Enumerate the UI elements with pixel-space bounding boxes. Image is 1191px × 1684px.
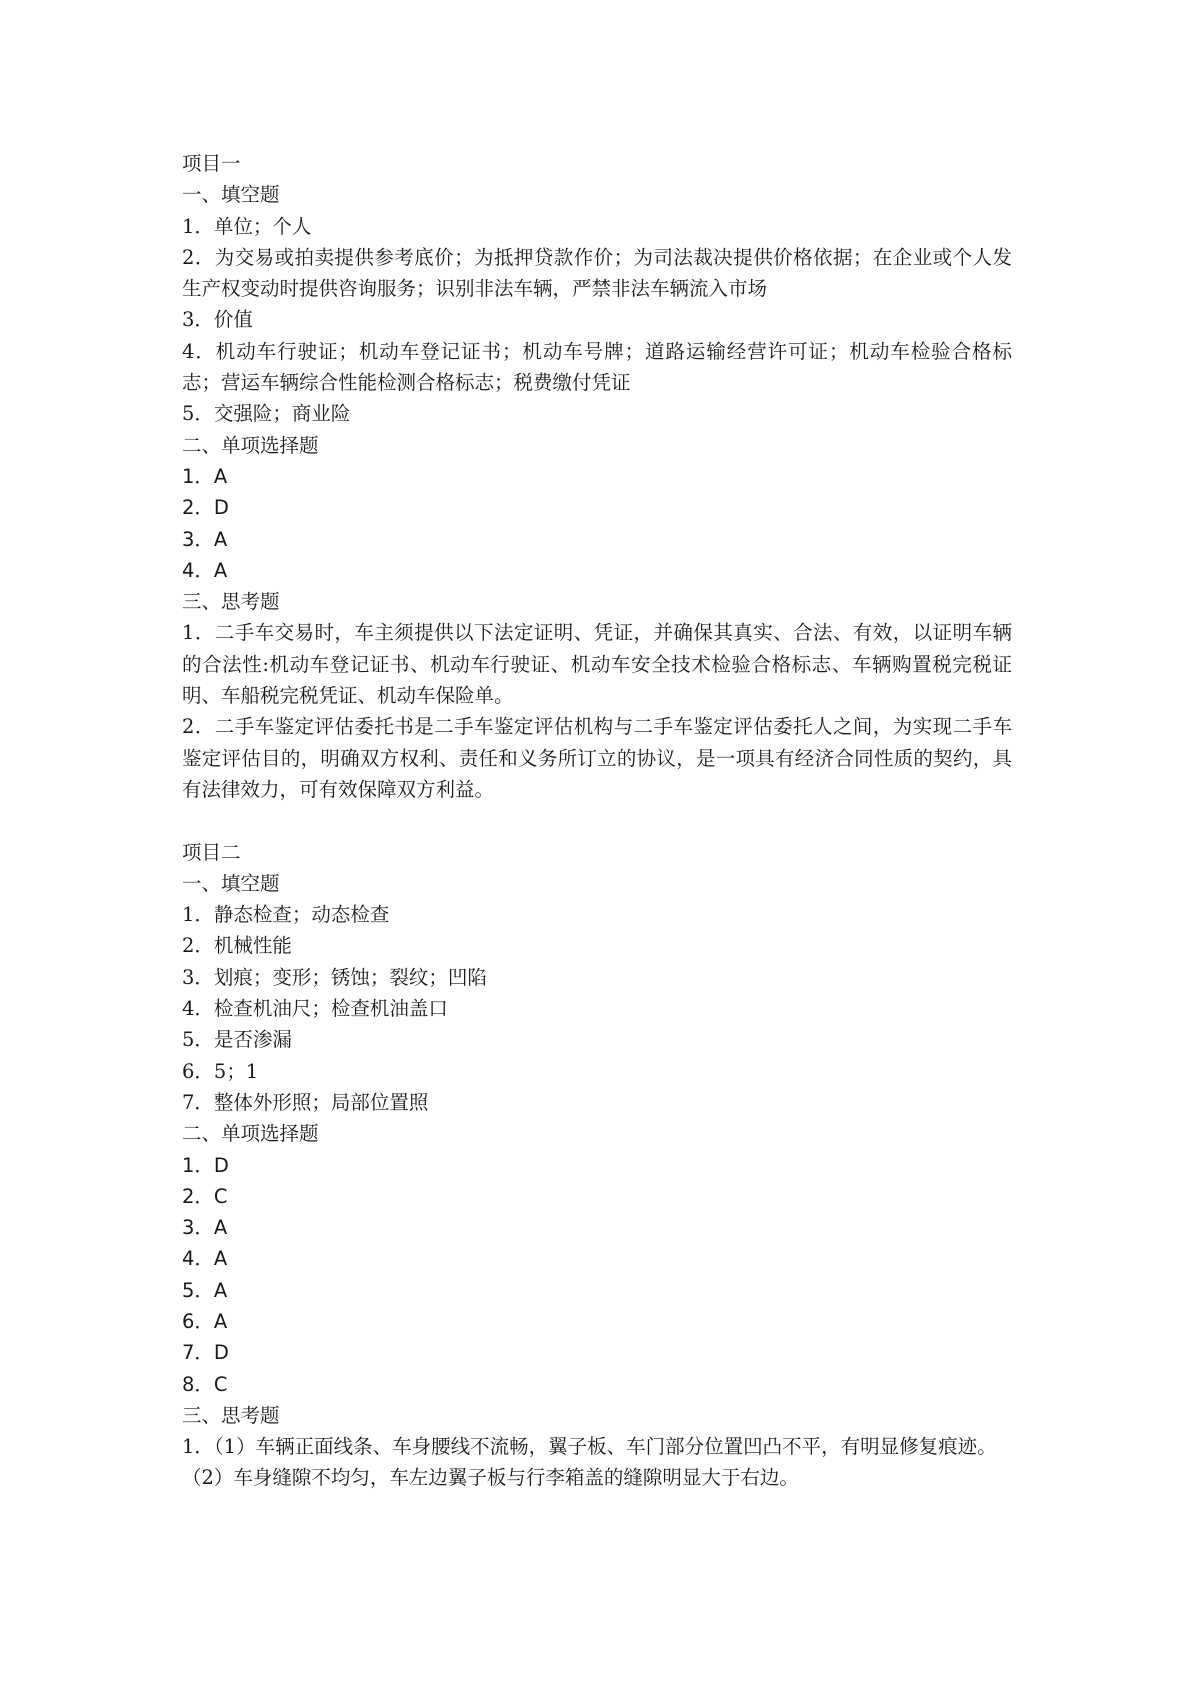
project1-single-choice-item-1: 1．A <box>182 464 228 488</box>
project1-fill-blank-item-4: 4．机动车行驶证；机动车登记证书；机动车号牌；道路运输经营许可证；机动车检验合格标志；营运车辆综合性能检测合格标志；税费缴付凭证 <box>182 339 1012 395</box>
project1-single-choice-item-2: 2．D <box>182 496 229 520</box>
project1-fill-blank-heading: 一、填空题 <box>182 183 280 207</box>
project2-single-choice-item-3: 3．A <box>182 1216 228 1240</box>
project1-single-choice-item-4: 4．A <box>182 558 228 582</box>
project2-title: 项目二 <box>182 840 241 864</box>
project2-single-choice-heading: 二、单项选择题 <box>182 1122 319 1146</box>
project2-fill-blank-item-2: 2．机械性能 <box>182 934 292 958</box>
project2-single-choice-item-6: 6．A <box>182 1309 228 1333</box>
project2-single-choice-item-5: 5．A <box>182 1278 228 1302</box>
project2-single-choice-item-7: 7．D <box>182 1341 229 1365</box>
section-spacer <box>182 805 1012 836</box>
project2-fill-blank-heading: 一、填空题 <box>182 871 280 895</box>
project2-single-choice-item-4: 4．A <box>182 1247 228 1271</box>
project1-single-choice-item-3: 3．A <box>182 527 228 551</box>
project2-single-choice-item-2: 2．C <box>182 1184 228 1208</box>
project1-fill-blank-item-1: 1．单位；个人 <box>182 214 312 238</box>
project2-fill-blank-item-6: 6．5；1 <box>182 1059 259 1083</box>
project1-fill-blank-item-2: 2．为交易或拍卖提供参考底价；为抵押贷款作价；为司法裁决提供价格依据；在企业或个人发生产权变动时提供咨询服务；识别非法车辆，严禁非法车辆流入市场 <box>182 245 1012 301</box>
project1-title: 项目一 <box>182 152 241 175</box>
project2-fill-blank-item-3: 3．划痕；变形；锈蚀；裂纹；凹陷 <box>182 965 487 989</box>
project2-single-choice-item-1: 1．D <box>182 1153 229 1177</box>
project2-thinking-heading: 三、思考题 <box>182 1403 280 1427</box>
project1-fill-blank-item-3: 3．价值 <box>182 308 253 332</box>
project1-single-choice-heading: 二、单项选择题 <box>182 433 319 457</box>
content-column <box>182 148 1012 1494</box>
project2-fill-blank-item-5: 5．是否渗漏 <box>182 1028 292 1052</box>
project1-thinking-item-2: 2．二手车鉴定评估委托书是二手车鉴定评估机构与二手车鉴定评估委托人之间，为实现二手车鉴定评估目的，明确双方权利、责任和义务所订立的协议，是一项具有经济合同性质的契约，具有法律效力，可有效保障双方利益。 <box>182 715 1012 801</box>
project2-fill-blank-item-7: 7．整体外形照；局部位置照 <box>182 1090 429 1114</box>
project2-thinking-item-2: （2）车身缝隙不均匀，车左边翼子板与行李箱盖的缝隙明显大于右边。 <box>182 1466 799 1490</box>
project2-thinking-item-1: 1．（1）车辆正面线条、车身腰线不流畅，翼子板、车门部分位置凹凸不平，有明显修复痕迹。 <box>182 1435 997 1459</box>
project1-thinking-heading: 三、思考题 <box>182 590 280 614</box>
project2-fill-blank-item-4: 4．检查机油尺；检查机油盖口 <box>182 997 448 1021</box>
project2-fill-blank-item-1: 1．静态检查；动态检查 <box>182 903 390 927</box>
project1-thinking-item-1: 1．二手车交易时，车主须提供以下法定证明、凭证，并确保其真实、合法、有效，以证明车辆的合法性:机动车登记证书、机动车行驶证、机动车安全技术检验合格标志、车辆购置税完税证明、车船税完税凭证、机动车保险单。 <box>182 621 1012 708</box>
project2-single-choice-item-8: 8．C <box>182 1372 228 1396</box>
project1-fill-blank-item-5: 5．交强险；商业险 <box>182 402 351 426</box>
